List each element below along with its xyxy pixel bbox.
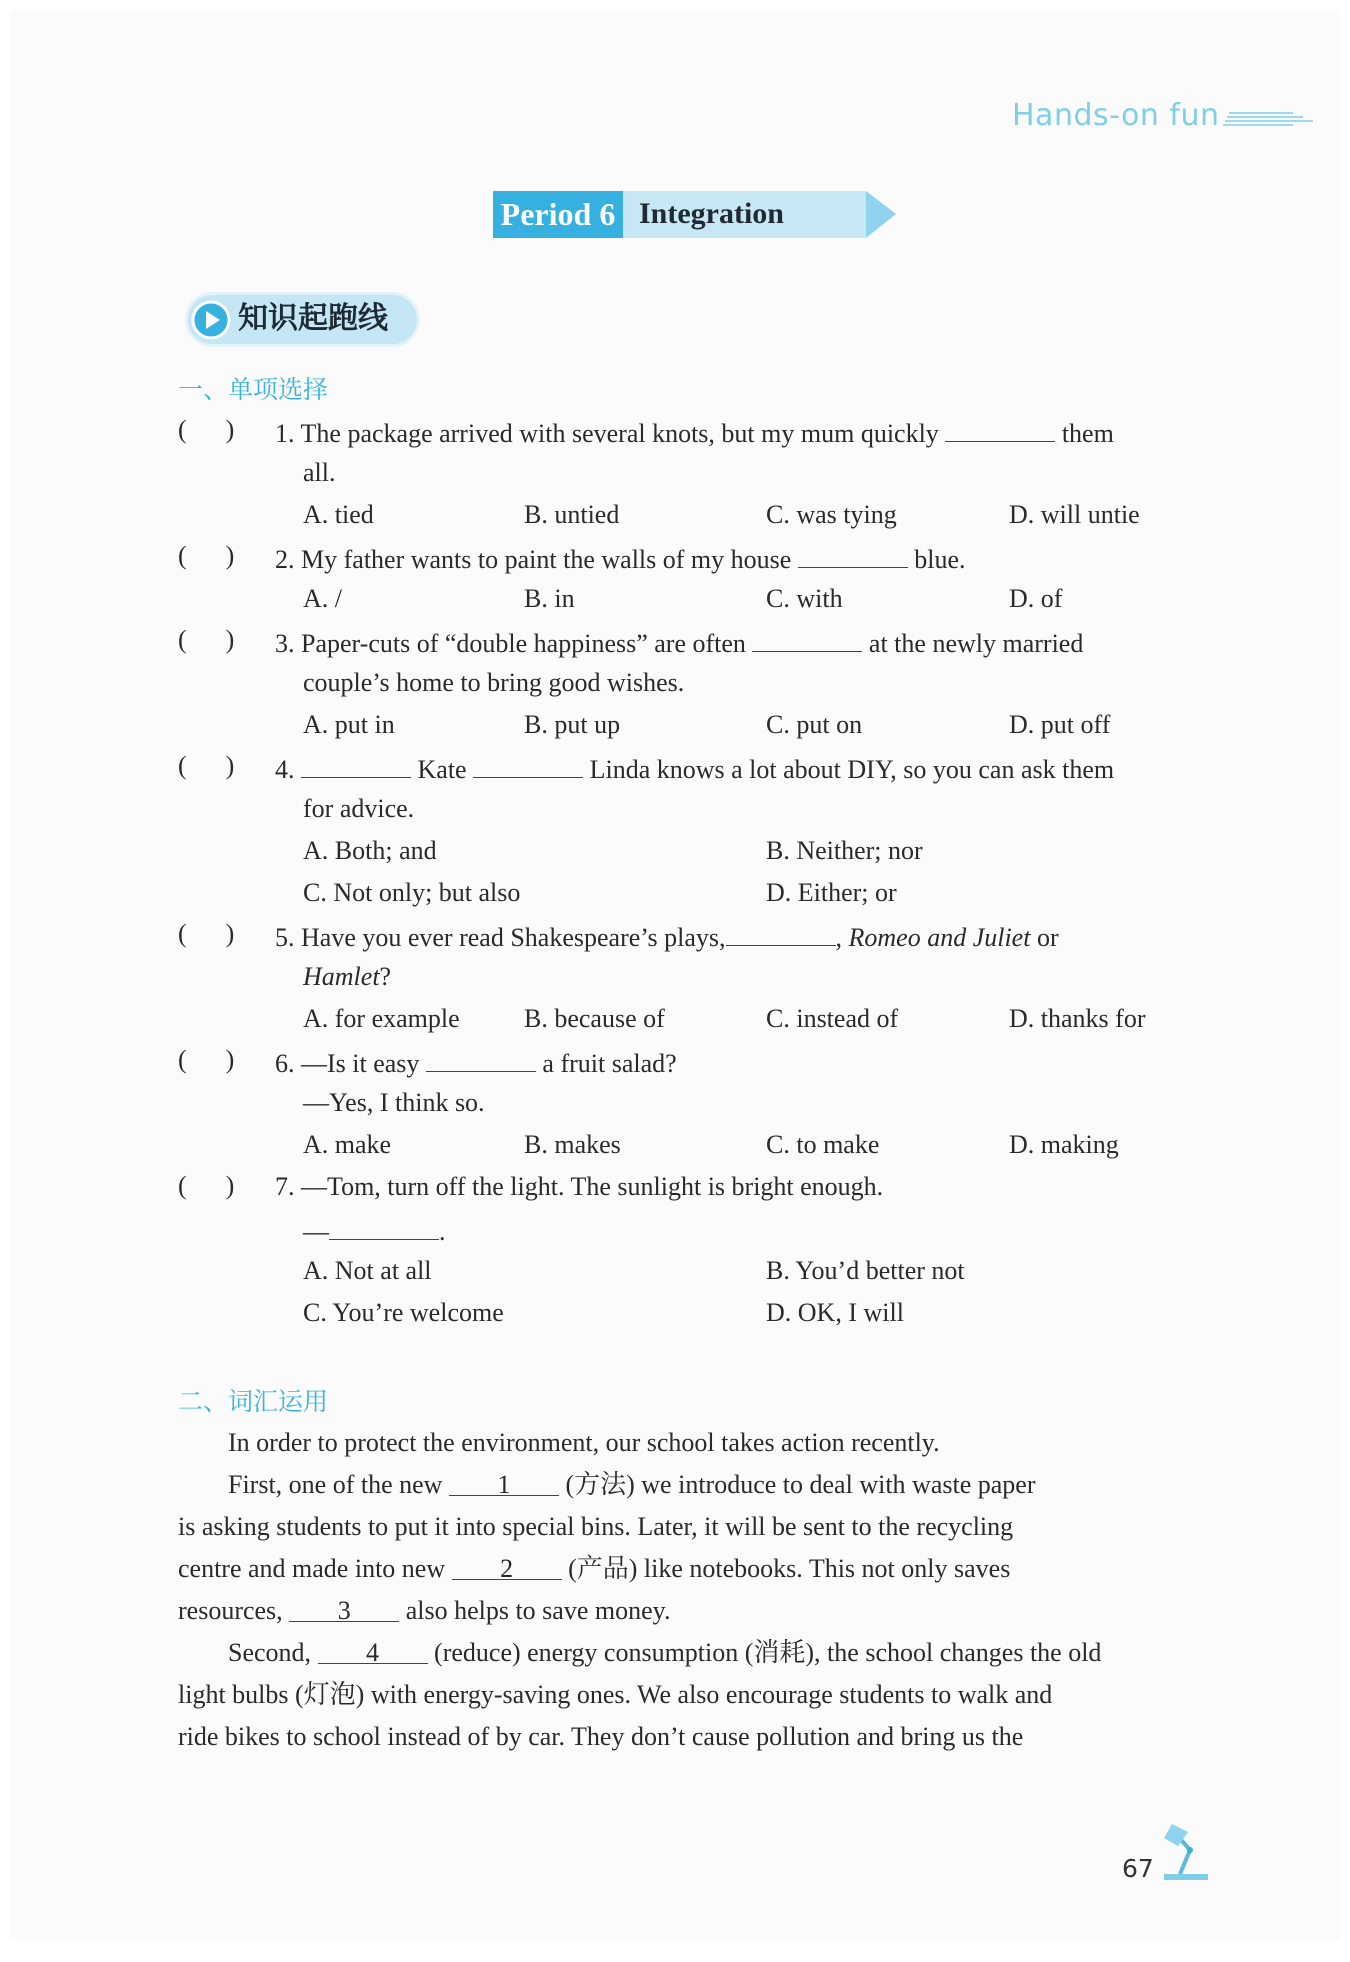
option-c: C. put on (766, 710, 863, 739)
option-a: A. tied (303, 500, 374, 529)
play-title: Hamlet (303, 962, 380, 991)
passage-line: In order to protect the environment, our school takes action recently. (228, 1428, 940, 1457)
question-text: blue. (914, 545, 966, 574)
arrow-right-icon (866, 191, 896, 238)
answer-blank[interactable] (726, 919, 836, 946)
passage-text: also helps to save money. (405, 1596, 671, 1625)
answer-blank[interactable] (329, 1213, 439, 1240)
question-number: 3. (275, 629, 295, 658)
question-number: 7. (275, 1172, 295, 1201)
part1-heading: 一、单项选择 (178, 375, 329, 404)
question-text: Linda knows a lot about DIY, so you can ask them (589, 755, 1115, 784)
answer-blank-1[interactable]: 1 (449, 1469, 559, 1496)
answer-blank[interactable] (945, 415, 1055, 442)
question-text: —Tom, turn off the light. The sunlight is bright enough. (301, 1172, 884, 1201)
option-b: B. Neither; nor (766, 836, 923, 865)
option-c: C. with (766, 584, 843, 613)
part2-heading: 二、词汇运用 (178, 1387, 329, 1416)
answer-paren[interactable]: ( ) (178, 541, 235, 570)
section-pill-label: 知识起跑线 (238, 301, 388, 336)
answer-paren[interactable]: ( ) (178, 751, 235, 780)
passage-text: (方法) we introduce to deal with waste paper (565, 1470, 1036, 1499)
question-text: them (1061, 419, 1114, 448)
question-text: —Is it easy (301, 1049, 420, 1078)
option-b: B. put up (524, 710, 621, 739)
question-text: Paper-cuts of “double happiness” are often (301, 629, 746, 658)
answer-blank[interactable] (752, 625, 862, 652)
answer-blank[interactable] (426, 1045, 536, 1072)
option-b: B. makes (524, 1130, 621, 1159)
question-text: My father wants to paint the walls of my house (301, 545, 792, 574)
answer-blank[interactable] (473, 751, 583, 778)
option-c: C. Not only; but also (303, 878, 521, 907)
question-text: The package arrived with several knots, but my mum quickly (300, 419, 939, 448)
option-a: A. put in (303, 710, 395, 739)
passage-text: (产品) like notebooks. This not only saves (568, 1554, 1011, 1583)
question-text: ? (379, 962, 392, 991)
question-text: —Yes, I think so. (303, 1088, 485, 1117)
question-number: 1. (275, 419, 295, 448)
option-b: B. in (524, 584, 575, 613)
option-c: C. to make (766, 1130, 880, 1159)
option-c: C. You’re welcome (303, 1298, 504, 1327)
question-number: 2. (275, 545, 295, 574)
answer-paren[interactable]: ( ) (178, 1045, 235, 1074)
question-text: or (1036, 923, 1059, 952)
answer-paren[interactable]: ( ) (178, 625, 235, 654)
passage-text: First, one of the new (228, 1470, 443, 1499)
passage-text: (reduce) energy consumption (消耗), the school changes the old (434, 1638, 1102, 1667)
play-icon (191, 300, 231, 340)
question-text: at the newly married (868, 629, 1084, 658)
answer-blank-2[interactable]: 2 (452, 1553, 562, 1580)
question-number: 6. (275, 1049, 295, 1078)
question-text: , (835, 923, 842, 952)
option-a: A. Not at all (303, 1256, 432, 1285)
option-b: B. You’d better not (766, 1256, 965, 1285)
question-text: a fruit salad? (542, 1049, 677, 1078)
option-d: D. OK, I will (766, 1298, 904, 1327)
option-b: B. because of (524, 1004, 665, 1033)
option-a: A. for example (303, 1004, 460, 1033)
answer-paren[interactable]: ( ) (178, 1171, 235, 1200)
question-text: . (439, 1217, 446, 1246)
passage-line: ride bikes to school instead of by car. They don’t cause pollution and bring us the (178, 1722, 1024, 1751)
period-title: Integration (623, 191, 866, 238)
question-text: Have you ever read Shakespeare’s plays, (301, 923, 726, 952)
option-c: C. instead of (766, 1004, 899, 1033)
workbook-page (10, 10, 1340, 1940)
question-text: couple’s home to bring good wishes. (303, 668, 685, 697)
passage-text: Second, (228, 1638, 312, 1667)
answer-paren[interactable]: ( ) (178, 919, 235, 948)
answer-blank-3[interactable]: 3 (289, 1595, 399, 1622)
passage-text: centre and made into new (178, 1554, 446, 1583)
option-b: B. untied (524, 500, 620, 529)
question-text: for advice. (303, 794, 415, 823)
answer-paren[interactable]: ( ) (178, 415, 235, 444)
question-text: — (303, 1217, 329, 1246)
option-d: D. Either; or (766, 878, 897, 907)
option-a: A. Both; and (303, 836, 437, 865)
question-text: Kate (417, 755, 467, 784)
answer-blank[interactable] (798, 541, 908, 568)
period-badge: Period 6 (493, 191, 623, 238)
header-stripes-icon (1223, 111, 1319, 129)
passage-line: is asking students to put it into special bins. Later, it will be sent to the recycling (178, 1512, 1014, 1541)
option-d: D. of (1009, 584, 1063, 613)
option-d: D. making (1009, 1130, 1119, 1159)
passage-text: resources, (178, 1596, 283, 1625)
question-text: all. (303, 458, 336, 487)
option-a: A. / (303, 584, 342, 613)
desk-lamp-icon (1158, 1822, 1220, 1884)
option-c: C. was tying (766, 500, 897, 529)
header-brand: Hands-on fun (1012, 98, 1220, 133)
answer-blank-4[interactable]: 4 (318, 1637, 428, 1664)
option-d: D. will untie (1009, 500, 1140, 529)
option-a: A. make (303, 1130, 392, 1159)
passage-line: light bulbs (灯泡) with energy-saving ones. We also encourage students to walk and (178, 1680, 1053, 1709)
question-number: 4. (275, 755, 295, 784)
play-title: Romeo and Juliet (848, 923, 1031, 952)
option-d: D. thanks for (1009, 1004, 1146, 1033)
answer-blank[interactable] (301, 751, 411, 778)
option-d: D. put off (1009, 710, 1111, 739)
question-number: 5. (275, 923, 295, 952)
page-number: 67 (1122, 1854, 1154, 1883)
